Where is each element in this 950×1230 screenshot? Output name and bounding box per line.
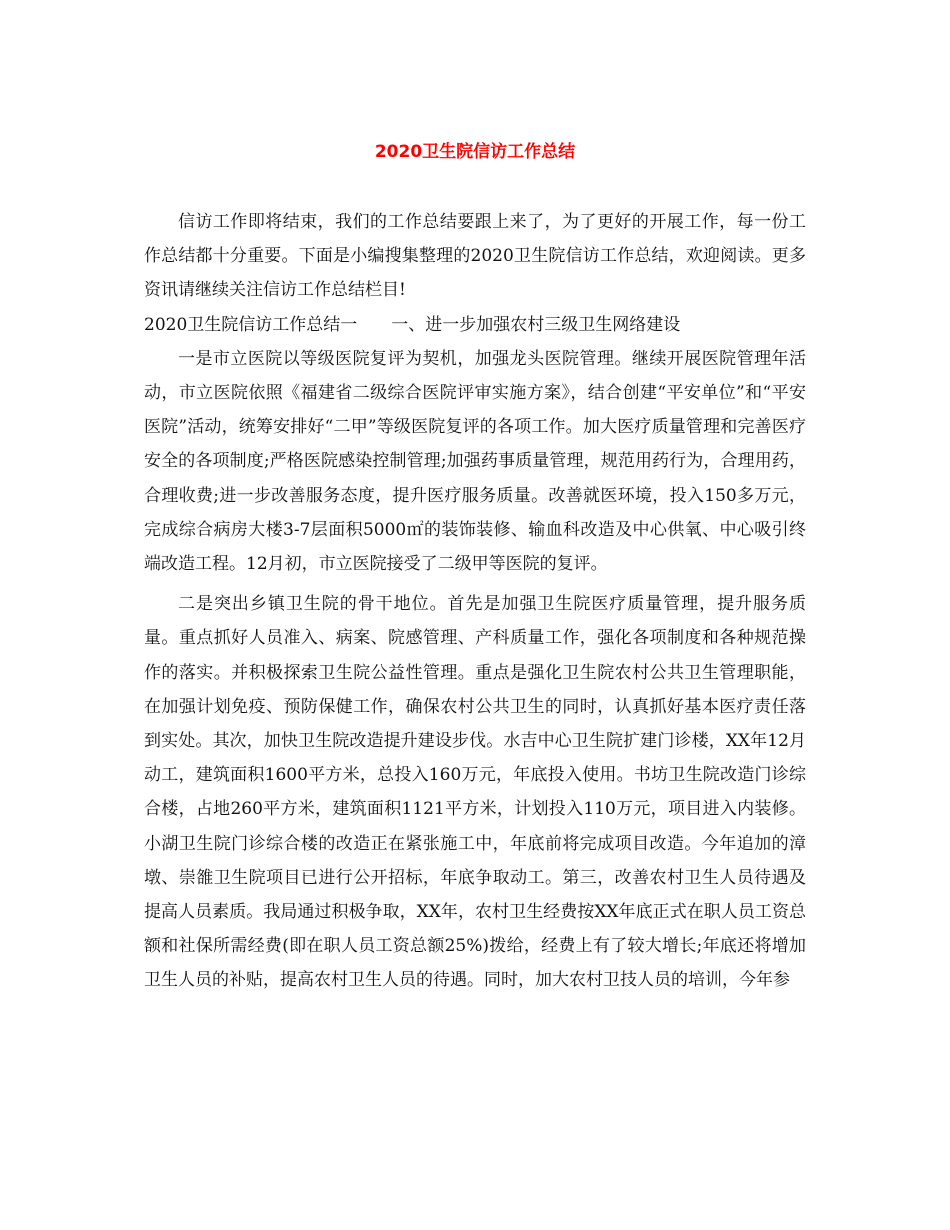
section-heading: 2020卫生院信访工作总结一 一、进一步加强农村三级卫生网络建设 [144, 314, 681, 335]
body-paragraph-2: 二是突出乡镇卫生院的骨干地位。首先是加强卫生院医疗质量管理，提升服务质量。重点抓好人员准入、病案、院感管理、产科质量工作，强化各项制度和各种规范操作的落实。并积极探索卫生院公益性管理。重点是强化卫生院农村公共卫生管理职能，在加强计划免疫、预防保健工作，确保农村公共卫生的同时，认真抓好基本医疗责任落到实处。其次，加快卫生院改造提升建设步伐。水吉中心卫生院扩建门诊楼，XX年12月动工，建筑面积1600平方米，总投入160万元，年底投入使用。书坊卫生院改造门诊综合楼，占地260平方米，建筑面积1121平方米，计划投入110万元，项目进入内装修。小湖卫生院门诊综合楼的改造正在紧张施工中，年底前将完成项目改造。今年追加的漳墩、崇雒卫生院项目已进行公开招标，年底争取动工。第三，改善农村卫生人员待遇及提高人员素质。我局通过积极争取，XX年，农村卫生经费按XX年底正式在职人员工资总额和社保所需经费(即在职人员工资总额25%)拨给，经费上有了较大增长;年底还将增加卫生人员的补贴，提高农村卫生人员的待遇。同时，加大农村卫技人员的培训，今年参 [144, 594, 806, 991]
page-title: 2020卫生院信访工作总结 [374, 142, 576, 162]
intro-paragraph: 信访工作即将结束，我们的工作总结要跟上来了，为了更好的开展工作，每一份工作总结都十分重要。下面是小编搜集整理的2020卫生院信访工作总结，欢迎阅读。更多资讯请继续关注信访工作总结栏目! [144, 212, 806, 301]
body-paragraph-1: 一是市立医院以等级医院复评为契机，加强龙头医院管理。继续开展医院管理年活动，市立医院依照《福建省二级综合医院评审实施方案》，结合创建“平安单位”和“平安医院”活动，统筹安排好“二甲”等级医院复评的各项工作。加大医疗质量管理和完善医疗安全的各项制度;严格医院感染控制管理;加强药事质量管理，规范用药行为，合理用药，合理收费;进一步改善服务态度，提升医疗服务质量。改善就医环境，投入150多万元，完成综合病房大楼3-7层面积5000㎡的装饰装修、输血科改造及中心供氧、中心吸引终端改造工程。12月初，市立医院接受了二级甲等医院的复评。 [144, 348, 806, 575]
document-body [144, 205, 806, 998]
